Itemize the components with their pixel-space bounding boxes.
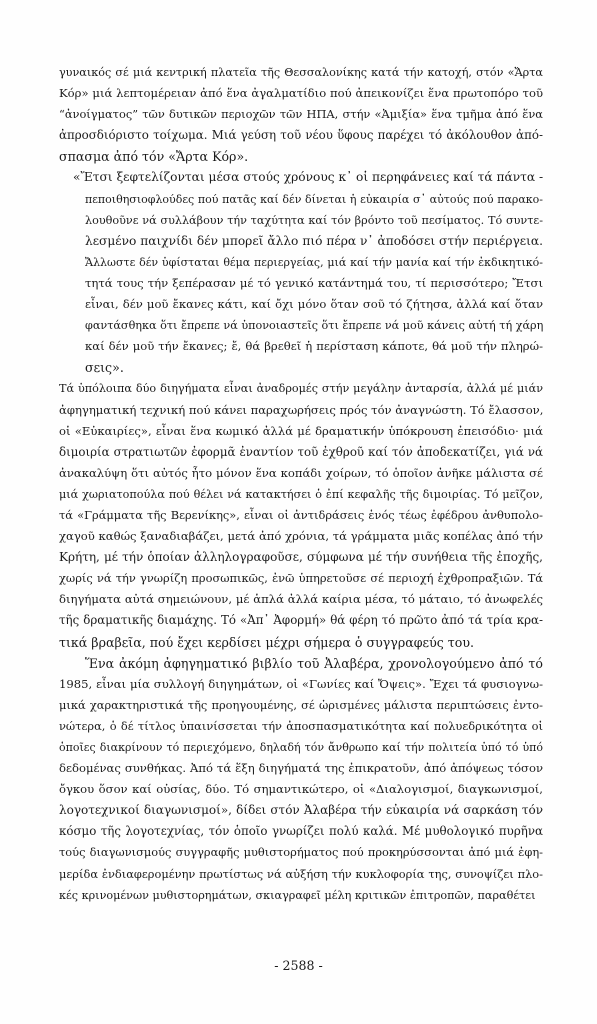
paragraph xyxy=(59,378,543,652)
body-text xyxy=(59,62,543,906)
page-number: - 2588 - xyxy=(274,958,323,973)
paragraph xyxy=(59,62,543,167)
text-line: κόσμο τῆς λογοτεχνίας, τόν ὁποῖο γνωρίζει πολύ καλά. Μέ μυθολογικό πυρῆνα xyxy=(59,824,543,839)
text-line: διμοιρία στρατιωτῶν ἐφορμᾶ ἐναντίον τοῦ ἐχθροῦ καί τόν ἀποδεκατίζει, γιά νά xyxy=(59,444,543,459)
text-line: σπασμα ἀπό τόν «Ἄρτα Κόρ». xyxy=(59,149,249,165)
text-line: τούς διαγωνισμούς συγγραφῆς μυθιστορήματος πού προκηρύσσονται ἀπό μιά ἐφη- xyxy=(59,845,543,860)
text-line: τῆς δραματικῆς διαμάχης. Τό «Ἀπ᾽ Ἀφορμή» θά φέρη τό πρῶτο ἀπό τά τρία κρα- xyxy=(59,613,543,628)
text-line: λογοτεχνικοί διαγωνισμοί», δίδει στόν Ἀλαβέρα τήν εὐκαιρία νά σαρκάση τόν xyxy=(59,803,543,818)
text-line: εἶναι, δέν μοῦ ἔκανες κάτι, καί ὄχι μόνο ὅταν σοῦ τό ζήτησα, ἀλλά καί ὅταν xyxy=(85,297,543,312)
text-line: “ἀνοίγματος” τῶν δυτικῶν περιοχῶν τῶν ΗΠΑ, στήν «Ἀμιξία» ἕνα τμῆμα ἀπό ἕνα xyxy=(59,107,543,122)
text-line: 1985, εἶναι μία συλλογή διηγημάτων, οἱ «Γωνίες καί Ὄψεις». Ἔχει τά φυσιογνω- xyxy=(59,676,543,691)
text-line: λεσμένο παιχνίδι δέν μπορεῖ ἄλλο πιό πέρα ν᾽ ἀποδόσει στήν περιέργεια. xyxy=(85,233,543,248)
text-line: λουθοῦνε νά συλλάβουν τήν ταχύτητα καί τόν βρόντο τοῦ πεσίματος. Τό συντε- xyxy=(85,213,543,227)
text-line: Κόρ» μιά λεπτομέρειαν ἀπό ἕνα ἀγαλματίδιο πού ἀπεικονίζει ἕνα πρωτοπόρο τοῦ xyxy=(59,86,543,101)
text-line: ἀνακαλύψη ὅτι αὐτός ἦτο μόνον ἕνα κοπάδι χοίρων, τό ὁποῖον ἀνῆκε μάλιστα σέ xyxy=(59,465,543,480)
text-line: σεις». xyxy=(85,360,124,376)
text-line: Ἄλλωστε δέν ὑφίσταται θέμα περιεργείας, μιά καί τήν μανία καί τήν ἐκδικητικό- xyxy=(85,255,543,269)
text-line: ὄγκου ὅσον καί οὐσίας, δύο. Τό σημαντικώτερο, οἱ «Διαλογισμοί, διαγκωνισμοί, xyxy=(59,782,543,797)
text-line: πεποιθησιοφλούδες πού πατᾶς καί δέν δίνεται ἡ εὐκαιρία σ᾽ αὐτούς πού παρακο- xyxy=(85,192,543,206)
text-line: Ἕνα ἀκόμη ἀφηγηματικό βιβλίο τοῦ Ἀλαβέρα, χρονολογούμενο ἀπό τό xyxy=(85,655,543,671)
text-line: Κρήτη, μέ τήν ὁποίαν ἀλληλογραφοῦσε, σύμφωνα μέ τήν συνήθεια τῆς ἐποχῆς, xyxy=(59,550,543,565)
text-line: ἀφηγηματική τεχνική πού κάνει παραχωρήσεις πρός τόν ἀναγνώστη. Τό ἔλασσον, xyxy=(59,402,543,417)
text-line: γυναικός σέ μιά κεντρική πλατεῖα τῆς Θεσσαλονίκης κατά τήν κατοχή, στόν «Ἄρτα xyxy=(59,66,543,79)
text-line: Τά ὑπόλοιπα δύο διηγήματα εἶναι ἀναδρομές στήν μεγάλην ἀνταρσία, ἀλλά μέ μιάν xyxy=(59,382,543,396)
text-line: τητά τους τήν ξεπέρασαν μέ τό γενικό κατάντημά του, τί περισσότερο; Ἔτσι xyxy=(85,275,543,290)
text-line: διηγήματα αὐτά σημειώνουν, μέ ἁπλά ἀλλά καίρια μέσα, τό μάταιο, τό ἀνωφελές xyxy=(59,592,543,607)
text-line: χαγοῦ καθώς ξαναδιαβάζει, μετά ἀπό χρόνια, τά γράμματα μιᾶς κοπέλας ἀπό τήν xyxy=(59,529,543,544)
text-line: «Ἔτσι ξεφτελίζονται μέσα στούς χρόνους κ᾽ οἱ περηφάνειες καί τά πάντα - xyxy=(73,170,543,185)
text-line: κές κρινομένων μυθιστορημάτων, σκιαγραφεῖ μέλη κριτικῶν ἐπιτροπῶν, παραθέτει xyxy=(59,888,536,902)
text-line: καί δέν μοῦ τήν ἔκανες; ἔ, θά βρεθεῖ ἡ περίσταση κάποτε, θά μοῦ τήν πληρώ- xyxy=(85,339,543,354)
text-line: δεδομένας συνθήκας. Ἀπό τά ἕξη διηγήματά της ἐπικρατοῦν, ἀπό ἀπόψεως τόσον xyxy=(59,761,543,776)
text-line: μιά χωριατοπούλα πού θέλει νά κατακτήσει ὁ ἐπί κεφαλῆς τῆς διμοιρίας. Τό μεῖζον, xyxy=(59,487,543,501)
text-line: τικά βραβεῖα, πού ἔχει κερδίσει μέχρι σήμερα ὁ συγγραφεύς του. xyxy=(59,634,474,650)
block-quote xyxy=(59,167,543,378)
text-line: μικά χαρακτηριστικά τῆς προηγουμένης, σέ ὡρισμένες μάλιστα περιπτώσεις ἐντο- xyxy=(59,697,543,712)
text-line: νώτερα, ὁ δέ τίτλος ὑπαινίσσεται τήν ἀποσπασματικότητα καί πολυεδρικότητα οἱ xyxy=(59,718,543,733)
text-line: μερίδα ἐνδιαφερομένην πρωτίστως νά αὐξήση τήν κυκλοφορία της, συνοψίζει πλο- xyxy=(59,866,543,881)
text-line: φαντάσθηκα ὅτι ἔπρεπε νά ὑπονοιαστεῖς ὅτι ἔπρεπε νά μοῦ κάνεις αὐτή τή χάρη xyxy=(85,319,543,333)
text-line: οἱ «Εὐκαιρίες», εἶναι ἕνα κωμικό ἀλλά μέ δραματικήν ὑπόκρουση ἐπεισόδιο· μιά xyxy=(59,423,543,438)
paragraph xyxy=(59,653,543,906)
text-line: χωρίς νά τήν γνωρίζη προσωπικῶς, ἐνῶ ὑπηρετοῦσε σέ περιοχή ἐχθροπραξιῶν. Τά xyxy=(59,571,543,586)
text-line: ὁποῖες διακρίνουν τό περιεχόμενο, δηλαδή τόν ἄνθρωπο καί τήν πολιτεία ὑπό τό ὑπό xyxy=(59,741,543,754)
text-line: ἀπροσδιόριστο τοίχωμα. Μιά γεύση τοῦ νέου ὕφους παρέχει τό ἀκόλουθον ἀπό- xyxy=(59,128,543,143)
text-line: τά «Γράμματα τῆς Βερενίκης», εἶναι οἱ ἀντιδράσεις ἑνός τέως ἐφέδρου ἀνθυπολο- xyxy=(59,507,543,522)
